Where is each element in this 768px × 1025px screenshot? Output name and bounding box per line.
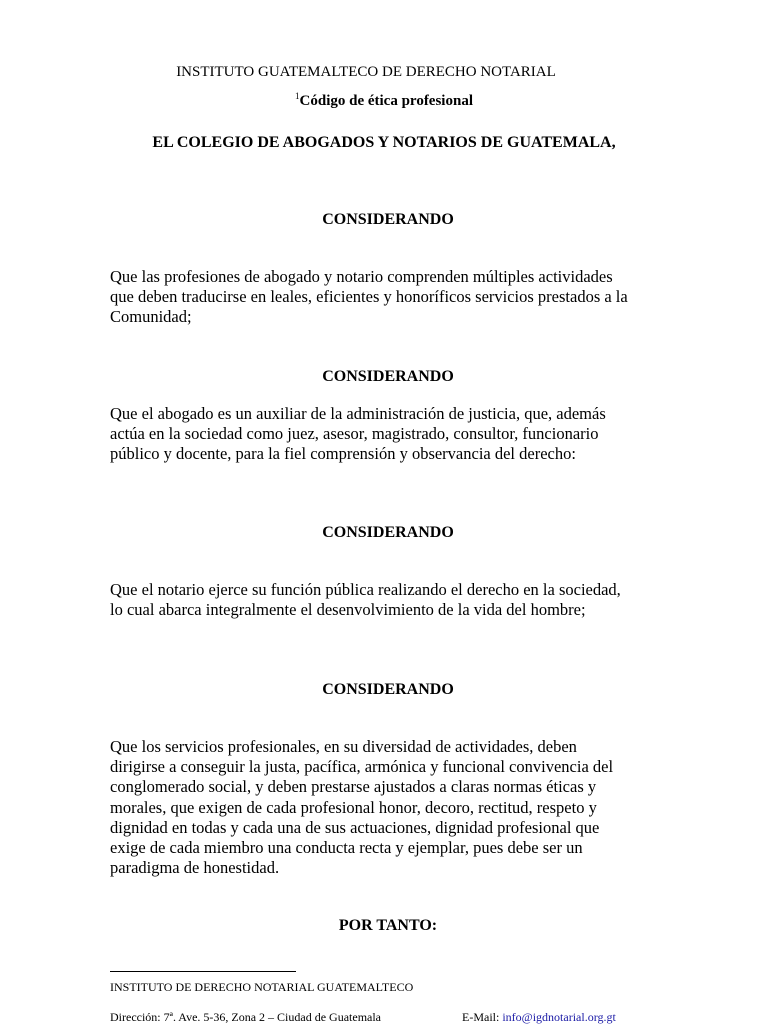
document-title [0, 90, 768, 112]
footnote-divider [110, 971, 296, 972]
considerando-paragraph-1: Que las profesiones de abogado y notario comprenden múltiples actividades que deben traducirse en leales, eficientes y honoríficos servicios prestados a la Comunidad; [110, 267, 628, 327]
header-institute-name: INSTITUTO GUATEMALTECO DE DERECHO NOTARIAL [176, 64, 556, 80]
footer-email-line [462, 1009, 616, 1025]
footer-email-label: E-Mail: [462, 1010, 503, 1024]
footer-email-link[interactable]: info@igdnotarial.org.gt [502, 1010, 616, 1024]
considerando-heading-4: CONSIDERANDO [322, 681, 454, 698]
considerando-heading-2: CONSIDERANDO [322, 368, 454, 385]
footnote-marker: 1 [295, 91, 300, 101]
colegio-heading: EL COLEGIO DE ABOGADOS Y NOTARIOS DE GUATEMALA, [152, 134, 616, 151]
considerando-heading-3: CONSIDERANDO [322, 524, 454, 541]
considerando-heading-1: CONSIDERANDO [322, 211, 454, 228]
footer-address: Dirección: 7ª. Ave. 5-36, Zona 2 – Ciudad de Guatemala [110, 1010, 382, 1024]
por-tanto-heading: POR TANTO: [338, 917, 438, 934]
considerando-paragraph-3: Que el notario ejerce su función pública realizando el derecho en la sociedad, lo cual abarca integralmente el desenvolvimiento de la vida del hombre; [110, 580, 621, 620]
considerando-paragraph-2: Que el abogado es un auxiliar de la administración de justicia, que, además actúa en la sociedad como juez, asesor, magistrado, consultor, funcionario público y docente, para la fiel comprensión y observancia del derecho: [110, 404, 606, 464]
document-title-text: Código de ética profesional [299, 93, 473, 109]
footer-institute-name: INSTITUTO DE DERECHO NOTARIAL GUATEMALTECO [110, 980, 414, 994]
considerando-paragraph-4: Que los servicios profesionales, en su diversidad de actividades, deben dirigirse a conseguir la justa, pacífica, armónica y funcional convivencia del conglomerado social, y deben prestarse ajustados a claras normas éticas y morales, que exigen de cada profesional honor, decoro, rectitud, respeto y dignidad en todas y cada una de sus actuaciones, dignidad profesional que exige de cada miembro una conducta recta y ejemplar, pues debe ser un paradigma de honestidad. [110, 737, 614, 878]
